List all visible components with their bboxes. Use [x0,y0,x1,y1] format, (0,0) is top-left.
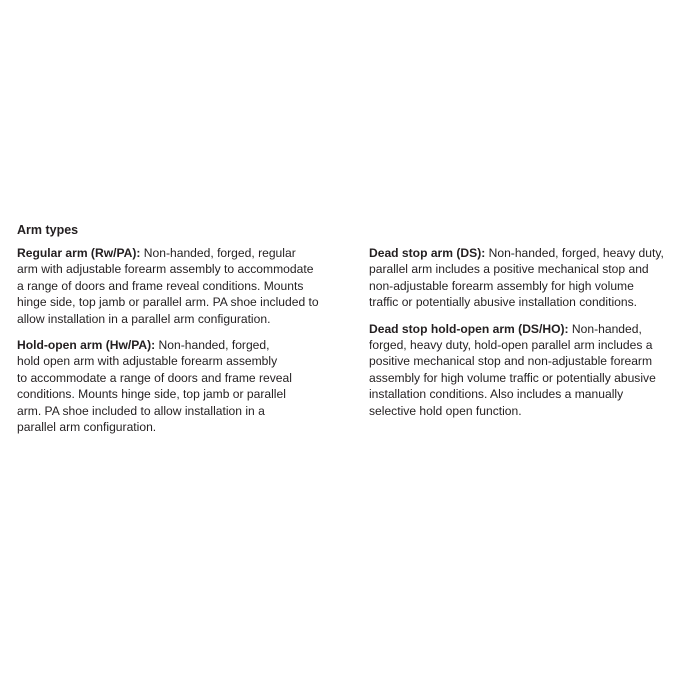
entry-line: arm. PA shoe included to allow installation in a [17,403,265,418]
entry-line: allow installation in a parallel arm configuration. [17,311,271,326]
right-column [369,245,687,429]
entry-line: to accommodate a range of doors and frame reveal [17,370,292,385]
entry-line: positive mechanical stop and non-adjustable forearm [369,354,653,369]
entry-line: assembly for high volume traffic or potentially abusive [369,370,656,385]
entry-line: parallel arm configuration. [17,420,157,435]
left-column [17,245,349,445]
entry-line: selective hold open function. [369,403,522,418]
entry-term: Regular arm (Rw/PA): [17,246,141,260]
entry-text: Non-handed, forged, heavy duty, [485,246,664,260]
entry-first-line [17,245,349,261]
entry-line: traffic or potentially abusive installation conditions. [369,295,638,310]
entry-line: forged, heavy duty, hold-open parallel arm includes a [369,338,653,353]
entry-term: Dead stop hold-open arm (DS/HO): [369,321,569,336]
entry-text: Non-handed, forged, [155,338,270,353]
arm-type-entry-hold-open [17,337,349,435]
arm-type-entry-dead-stop-hold-open [369,321,687,419]
entry-first-line [17,337,349,353]
entry-first-line [369,245,687,261]
entry-line: arm with adjustable forearm assembly to accommodate [17,262,314,277]
entry-line: parallel arm includes a positive mechanical stop and [369,262,649,277]
arm-type-entry-dead-stop [369,245,687,311]
entry-line: non-adjustable forearm assembly for high volume [369,278,634,293]
entry-line: hold open arm with adjustable forearm assembly [17,354,278,369]
entry-text: Non-handed, [568,321,642,336]
entry-term: Dead stop arm (DS): [369,246,486,260]
entry-text: Non-handed, forged, regular [140,246,296,260]
entry-line: a range of doors and frame reveal conditions. Mounts [17,278,304,293]
entry-line: installation conditions. Also includes a manually [369,387,624,402]
entry-line: hinge side, top jamb or parallel arm. PA shoe included to [17,295,319,310]
entry-term: Hold-open arm (Hw/PA): [17,338,156,353]
arm-type-entry-regular [17,245,349,327]
entry-line: conditions. Mounts hinge side, top jamb or parallel [17,387,286,402]
entry-first-line [369,321,687,337]
section-heading: Arm types [17,223,79,237]
